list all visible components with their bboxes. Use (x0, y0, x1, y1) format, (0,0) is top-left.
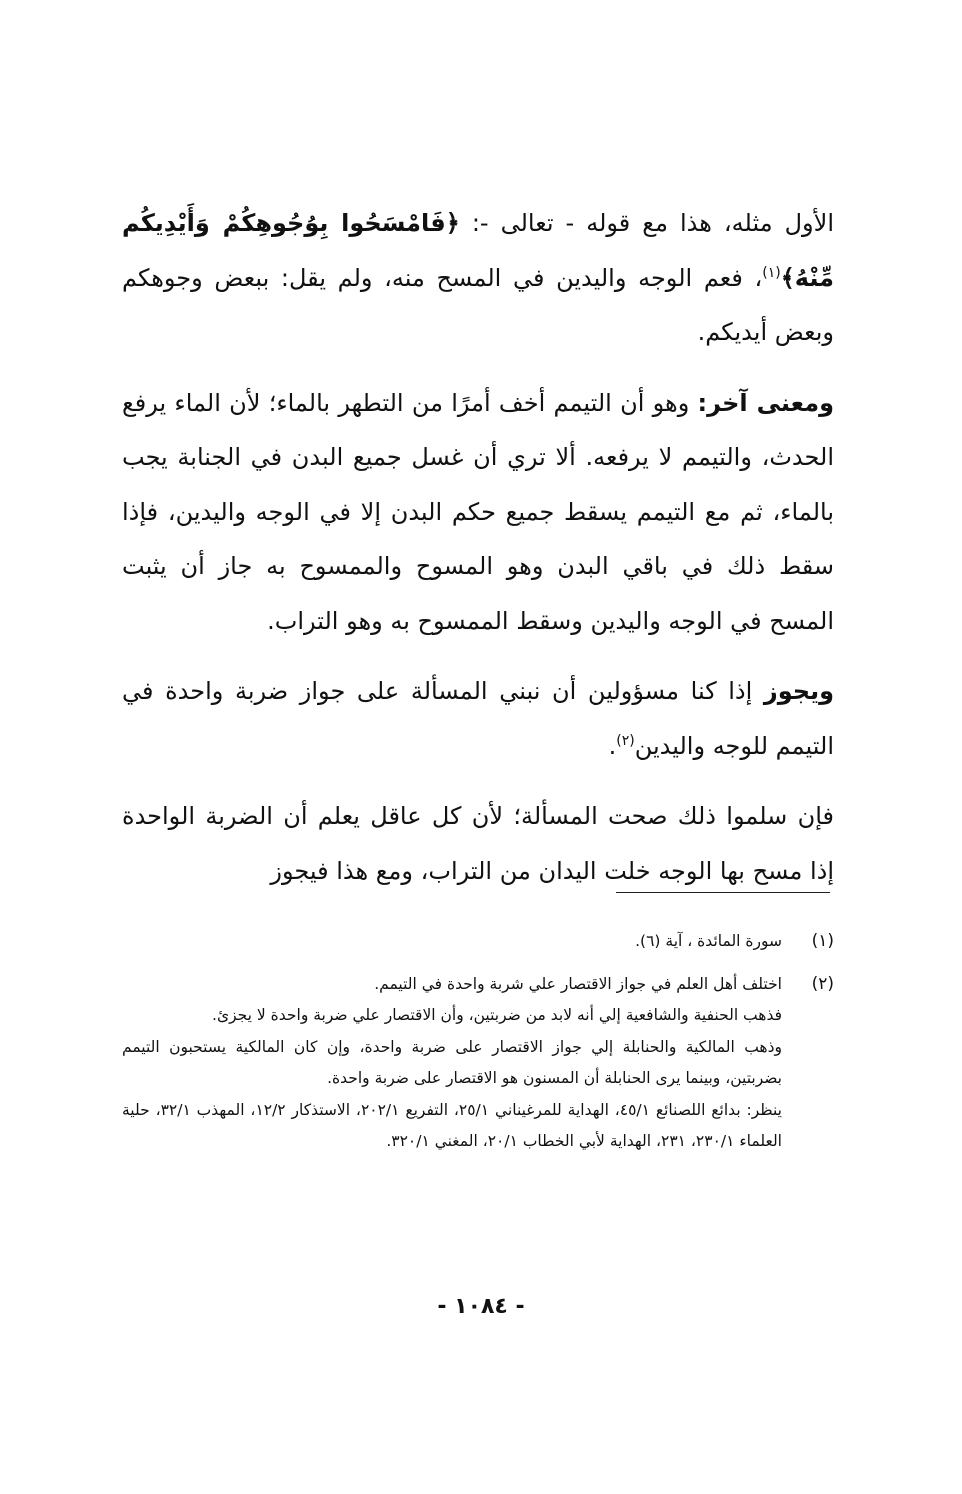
paragraph-2-text: وهو أن التيمم أخف أمرًا من التطهر بالماء؛ لأن الماء يرفع الحدث، والتيمم لا يرفعه. ألا تري أن غسل جميع البدن في الجنابة يجب بالماء، ثم مع التيمم يسقط جميع حكم البدن إلا في الوجه واليدين، فإذا سقط ذلك في باقي البدن وهو المسوح والممسوح به جاز أن يثبت المسح في الوجه واليدين وسقط الممسوح به وهو التراب. (122, 388, 834, 635)
paragraph-1 (122, 196, 834, 360)
footnote-2-line: اختلف أهل العلم في جواز الاقتصار علي شربة واحدة في التيمم. (374, 974, 782, 993)
footnotes-section (122, 926, 834, 1169)
footnote-ref-1: (١) (762, 264, 781, 281)
footnote-1-line: سورة المائدة ، آية (٦). (635, 932, 782, 950)
footnote-2-body (122, 969, 782, 1158)
paragraph-2-lead: ومعنى آخر: (697, 388, 834, 417)
paragraph-3-tail: . (608, 731, 617, 760)
main-text-body (122, 196, 834, 914)
paragraph-1-text: الأول مثله، هذا مع قوله - تعالى -: (459, 209, 834, 237)
footnote-ref-2: (٢) (616, 732, 635, 749)
page-number: - ١٠٨٤ - (437, 1294, 525, 1319)
footnote-1-body (122, 926, 782, 958)
footnote-2-number: (٢) (811, 973, 834, 994)
footnote-1-number: (١) (811, 931, 834, 951)
paragraph-4 (122, 789, 834, 898)
paragraph-2 (122, 376, 834, 649)
footnote-divider (616, 892, 830, 893)
footnote-2-line: ينظر: بدائع اللصنائع ٤٥/١، الهداية للمرغيناني ٢٥/١، التفريع ٢٠٢/١، الاستذكار ١٢/٢، المهذب ٣٢/١، حلية العلماء ٢٣٠/١، ٢٣١، الهداية لأبي الخطاب ٢٠/١، المغني ٣٢٠/١. (122, 1100, 782, 1150)
paragraph-3-text: إذا كنا مسؤولين أن نبني المسألة على جواز ضربة واحدة في التيمم للوجه واليدين (122, 677, 834, 760)
paragraph-4-text: فإن سلموا ذلك صحت المسألة؛ لأن كل عاقل يعلم أن الضربة الواحدة إذا مسح بها الوجه خلت اليدان من التراب، ومع هذا فيجوز (122, 802, 834, 885)
paragraph-1-tail: ، فعم الوجه واليدين في المسح منه، ولم يقل: ببعض وجوهكم وبعض أيديكم. (122, 263, 834, 346)
footnote-2 (122, 969, 834, 1158)
paragraph-3 (122, 664, 834, 773)
footnote-2-line: وذهب المالكية والحنابلة إلي جواز الاقتصار على ضربة واحدة، وإن كان المالكية يستحبون التيمم بضربتين، وبينما يرى الحنابلة أن المسنون هو الاقتصار على ضربة واحدة. (122, 1037, 782, 1087)
footnote-1 (122, 926, 834, 958)
paragraph-3-lead: ويجوز (763, 677, 834, 705)
footnote-2-line: فذهب الحنفية والشافعية إلي أنه لابد من ضربتين، وأن الاقتصار علي ضربة واحدة لا يجزئ. (212, 1006, 782, 1024)
quran-verse: ﴿فَامْسَحُوا بِوُجُوهِكُمْ وَأَيْدِيكُم مِّنْهُ﴾ (122, 209, 834, 292)
